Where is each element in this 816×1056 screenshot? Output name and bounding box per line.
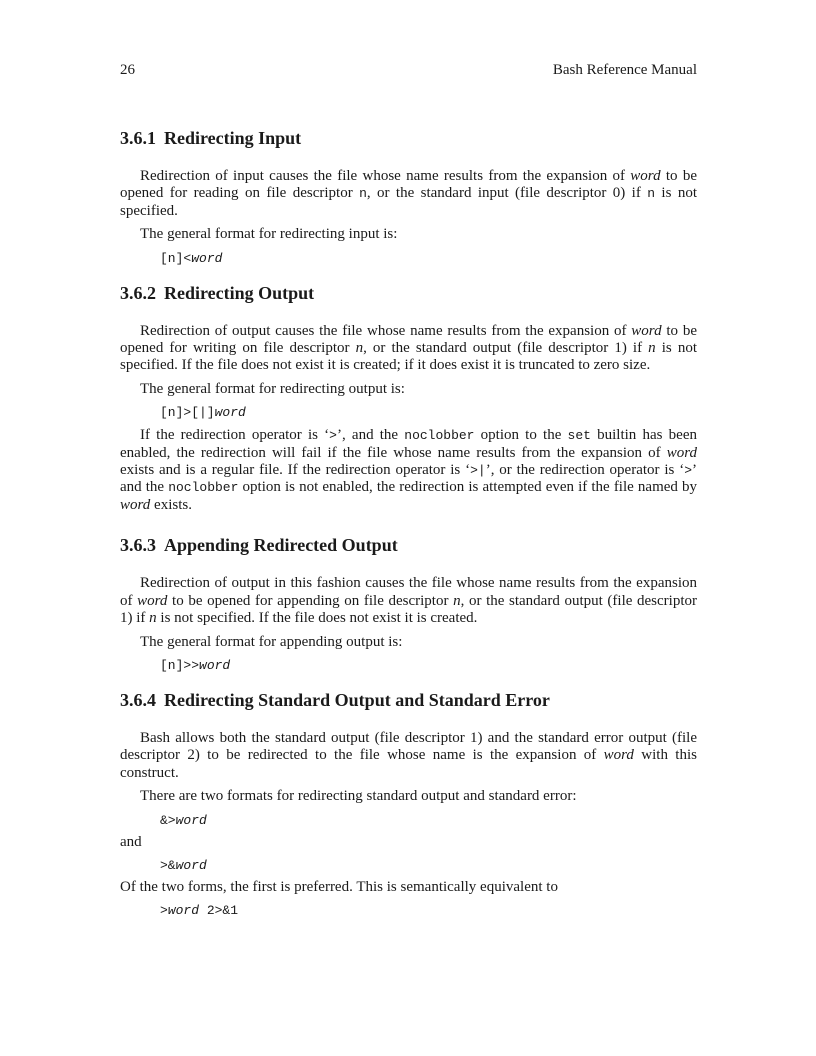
section-heading-3-6-4 [120,689,697,711]
section-number: 3.6.2 [120,282,156,303]
section-heading-3-6-3 [120,534,697,556]
code-block: >&word [160,857,207,873]
section-title: Redirecting Output [164,282,315,303]
running-title: Bash Reference Manual [552,62,697,78]
section-heading-3-6-1 [120,127,697,149]
code-block: [n]>[|]word [160,405,246,421]
code-block: [n]<word [160,250,223,266]
section-heading-3-6-2 [120,282,697,304]
paragraph: and [120,833,142,850]
paragraph: Redirection of output in this fashion causes the file whose name results from the expansion of word to be opened for appending on file descriptor n, or the standard output (file descriptor 1) if n is not specified. If the file does not exist it is created. [120,575,697,627]
section-number: 3.6.1 [120,128,156,148]
section-number: 3.6.4 [120,689,156,710]
section-title: Redirecting Input [164,128,302,148]
main-content [120,127,697,919]
paragraph: If the redirection operator is ‘>’, and the noclobber option to the set builtin has been enabled, the redirection will fail if the file whose name results from the expansion of word exists and is a regular file. If the redirection operator is ‘>|’, or the redirection operator is ‘>’ and the noclobber option is not enabled, the redirection is attempted even if the file named by word exists. [120,427,697,513]
page-number: 26 [120,62,135,78]
code-block: &>word [160,812,207,828]
section-number: 3.6.3 [120,535,156,556]
section-title: Appending Redirected Output [164,535,398,556]
paragraph: Redirection of input causes the file whose name results from the expansion of word to be opened for reading on file descriptor n, or the standard input (file descriptor 0) if n is not specified. [120,168,697,219]
paragraph: Bash allows both the standard output (file descriptor 1) and the standard error output (file descriptor 2) to be redirected to the file whose name is the expansion of word with this construct. [120,729,697,781]
code-block: >word 2>&1 [160,903,239,919]
paragraph: The general format for redirecting input is: [140,226,398,243]
paragraph: The general format for redirecting output is: [140,380,405,397]
section-title: Redirecting Standard Output and Standard Error [164,689,550,710]
paragraph: Of the two forms, the first is preferred. This is semantically equivalent to [120,878,558,895]
paragraph: There are two formats for redirecting standard output and standard error: [140,788,577,805]
paragraph: Redirection of output causes the file whose name results from the expansion of word to be opened for writing on file descriptor n, or the standard output (file descriptor 1) if n is not specified. If the file does not exist it is created; if it does exist it is truncated to zero size. [120,322,697,374]
paragraph: The general format for appending output is: [140,633,403,650]
code-block: [n]>>word [160,657,231,673]
